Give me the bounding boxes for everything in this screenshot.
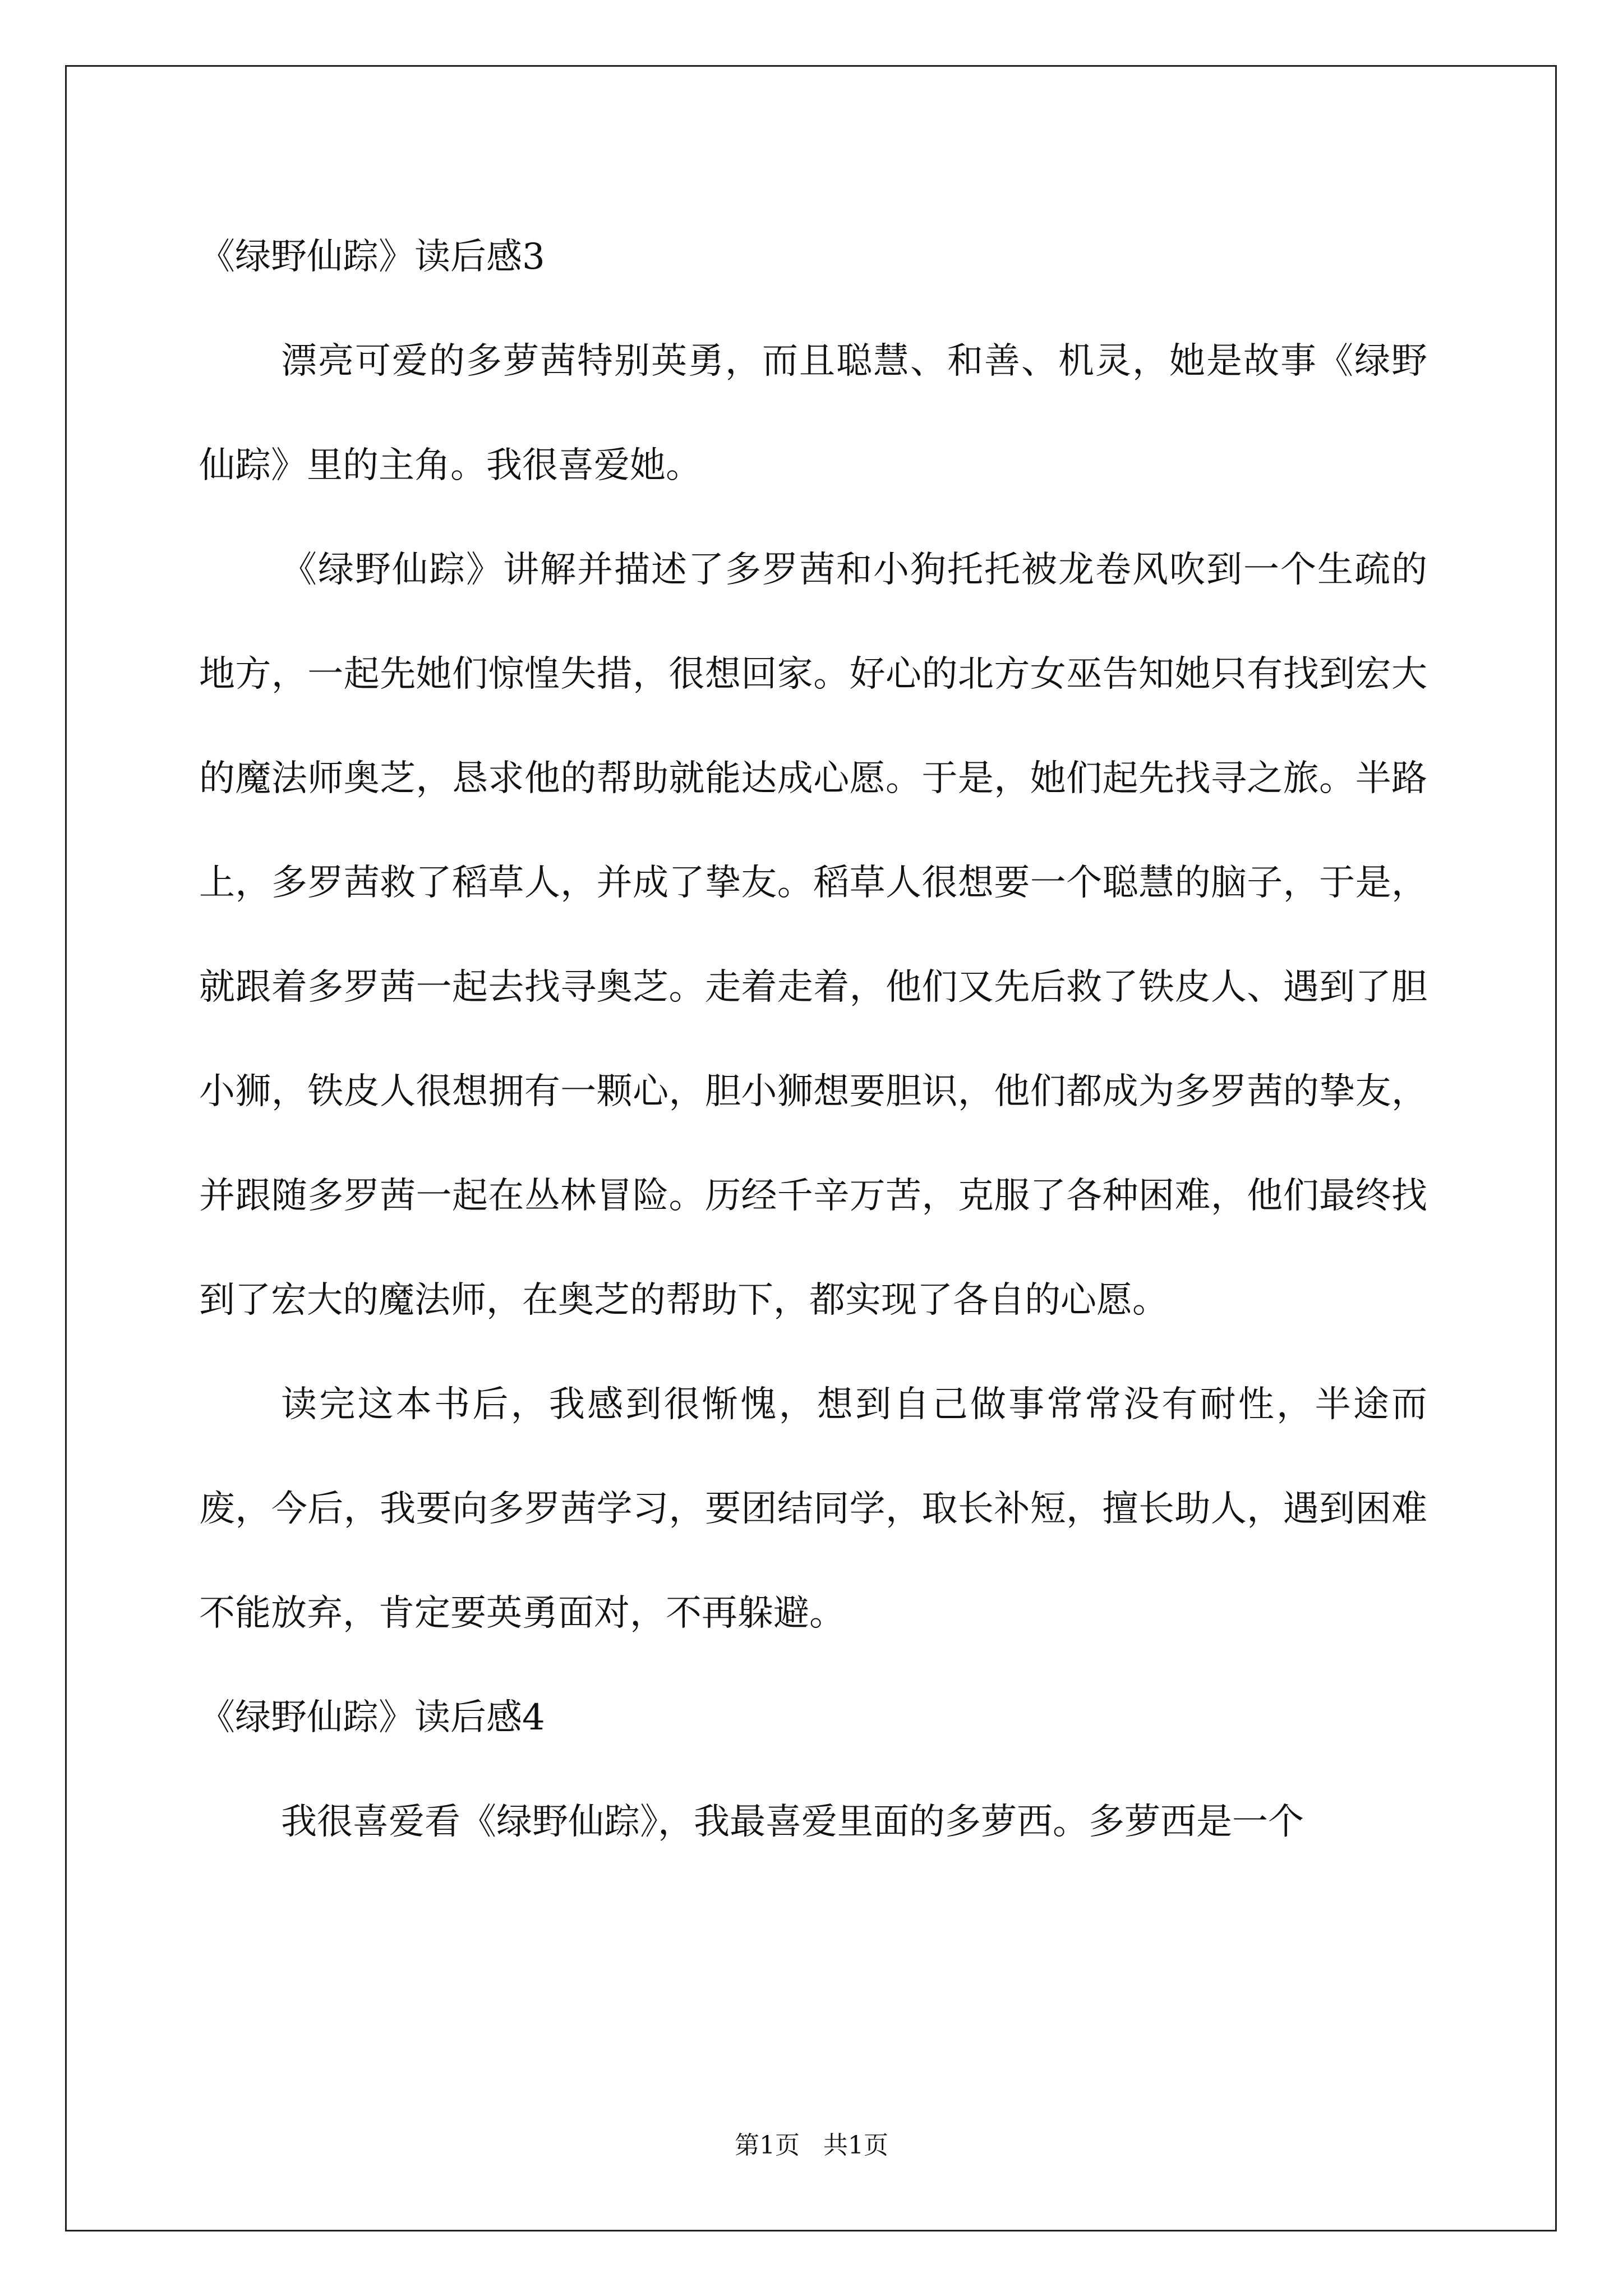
paragraph: 漂亮可爱的多萝茜特别英勇，而且聪慧、和善、机灵，她是故事《绿野仙踪》里的主角。我很喜爱她。 bbox=[199, 341, 1427, 486]
paragraph: 《绿野仙踪》讲解并描述了多罗茜和小狗托托被龙卷风吹到一个生疏的地方，一起先她们惊惶失措，很想回家。好心的北方女巫告知她只有找到宏大的魔法师奥芝，恳求他的帮助就能达成心愿。于是，她们起先找寻之旅。半路上，多罗茜救了稻草人，并成了挚友。稻草人很想要一个聪慧的脑子，于是，就跟着多罗茜一起去找寻奥芝。走着走着，他们又先后救了铁皮人、遇到了胆小狮，铁皮人很想拥有一颗心，胆小狮想要胆识，他们都成为多罗茜的挚友，并跟随多罗茜一起在丛林冒险。历经千辛万苦，克服了各种困难，他们最终找到了宏大的魔法师，在奥芝的帮助下，都实现了各自的心愿。 bbox=[199, 549, 1427, 1321]
review-section-4 bbox=[199, 1665, 1427, 1874]
paragraph: 我很喜爱看《绿野仙踪》，我最喜爱里面的多萝西。多萝西是一个 bbox=[281, 1801, 1304, 1843]
paragraph: 读完这本书后，我感到很惭愧，想到自己做事常常没有耐性，半途而废，今后，我要向多罗茜学习，要团结同学，取长补短，擅长助人，遇到困难不能放弃，肯定要英勇面对，不再躲避。 bbox=[199, 1384, 1427, 1634]
section-heading: 《绿野仙踪》读后感3 bbox=[199, 236, 545, 278]
review-section-3 bbox=[199, 205, 1427, 1665]
page-number-footer: 第1页 共1页 bbox=[735, 2131, 888, 2160]
section-heading: 《绿野仙踪》读后感4 bbox=[199, 1697, 545, 1738]
document-body bbox=[199, 205, 1427, 1874]
